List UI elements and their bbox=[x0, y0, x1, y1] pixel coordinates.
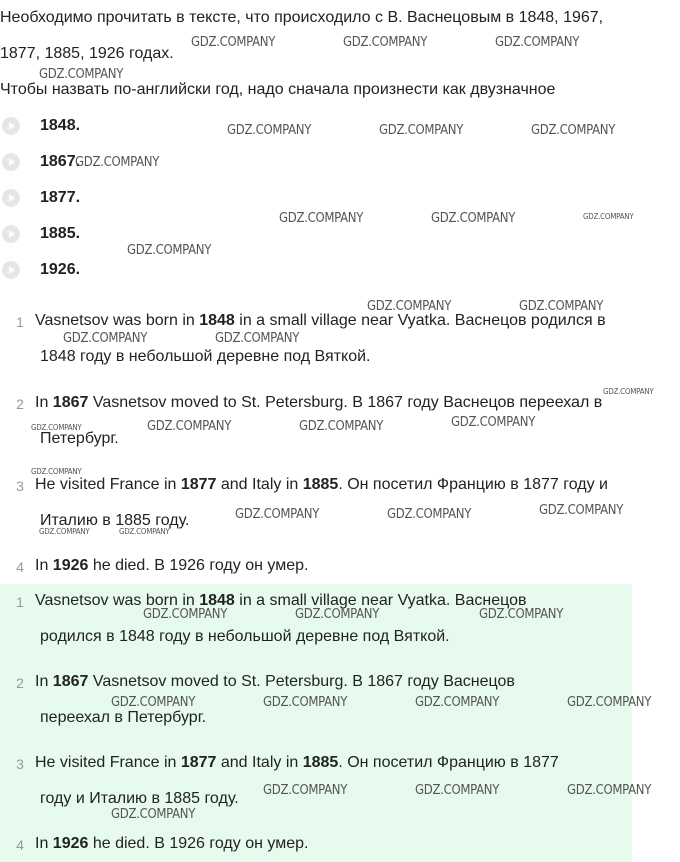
intro-line-2: 1877, 1885, 1926 годах. bbox=[0, 45, 174, 62]
watermark: GDZ.COMPANY bbox=[263, 695, 348, 710]
watermark: GDZ.COMPANY bbox=[31, 423, 82, 432]
item-line-1: He visited France in 1877 and Italy in 1885. Он посетил Францию в 1877 году и bbox=[35, 476, 608, 493]
watermark: GDZ.COMPANY bbox=[343, 35, 428, 50]
item-line-1: Vasnetsov was born in 1848 in a small village near Vyatka. Васнецов родился в bbox=[35, 312, 606, 329]
watermark: GDZ.COMPANY bbox=[31, 467, 82, 476]
watermark: GDZ.COMPANY bbox=[111, 695, 196, 710]
watermark: GDZ.COMPANY bbox=[63, 331, 148, 346]
play-icon[interactable] bbox=[2, 189, 20, 207]
watermark: GDZ.COMPANY bbox=[367, 299, 452, 314]
item-number: 2 bbox=[16, 675, 24, 691]
watermark: GDZ.COMPANY bbox=[387, 507, 472, 522]
intro-line-3: Чтобы назвать по-английски год, надо сначала произнести как двузначное bbox=[0, 81, 556, 98]
watermark: GDZ.COMPANY bbox=[147, 419, 232, 434]
watermark: GDZ.COMPANY bbox=[279, 211, 364, 226]
item-number: 3 bbox=[16, 756, 24, 772]
watermark: GDZ.COMPANY bbox=[379, 123, 464, 138]
item-line-1: Vasnetsov was born in 1848 in a small village near Vyatka. Васнецов bbox=[35, 592, 527, 609]
year-label: 1885. bbox=[40, 225, 81, 242]
item-line-1: In 1867 Vasnetsov moved to St. Petersburg. В 1867 году Васнецов bbox=[35, 673, 515, 690]
watermark: GDZ.COMPANY bbox=[415, 783, 500, 798]
item-number: 2 bbox=[16, 396, 24, 412]
year-row-1848 bbox=[0, 114, 81, 138]
watermark: GDZ.COMPANY bbox=[567, 695, 652, 710]
watermark: GDZ.COMPANY bbox=[263, 783, 348, 798]
item-line-2: Италию в 1885 году. bbox=[40, 512, 190, 529]
year-label: 1867. bbox=[40, 153, 81, 170]
watermark: GDZ.COMPANY bbox=[295, 607, 380, 622]
item-number: 3 bbox=[16, 478, 24, 494]
item-number: 1 bbox=[16, 314, 24, 330]
watermark: GDZ.COMPANY bbox=[39, 67, 124, 82]
item-line-1: In 1926 he died. В 1926 году он умер. bbox=[35, 835, 309, 852]
watermark: GDZ.COMPANY bbox=[519, 299, 604, 314]
item-line-2: Петербург. bbox=[40, 430, 119, 447]
watermark: GDZ.COMPANY bbox=[531, 123, 616, 138]
watermark: GDZ.COMPANY bbox=[235, 507, 320, 522]
item-line-2: родился в 1848 году в небольшой деревне под Вяткой. bbox=[40, 628, 450, 645]
watermark: GDZ.COMPANY bbox=[227, 123, 312, 138]
watermark: GDZ.COMPANY bbox=[583, 212, 634, 221]
year-label: 1848. bbox=[40, 117, 81, 134]
item-line-2: году и Италию в 1885 году. bbox=[40, 790, 239, 807]
watermark: GDZ.COMPANY bbox=[191, 35, 276, 50]
watermark: GDZ.COMPANY bbox=[215, 331, 300, 346]
intro-line-1: Необходимо прочитать в тексте, что происходило с В. Васнецовым в 1848, 1967, bbox=[0, 9, 604, 26]
play-icon[interactable] bbox=[2, 117, 20, 135]
item-line-1: He visited France in 1877 and Italy in 1885. Он посетил Францию в 1877 bbox=[35, 754, 559, 771]
item-line-2: 1848 году в небольшой деревне под Вяткой. bbox=[40, 348, 371, 365]
year-label: 1926. bbox=[40, 261, 81, 278]
watermark: GDZ.COMPANY bbox=[539, 503, 624, 518]
play-icon[interactable] bbox=[2, 225, 20, 243]
watermark: GDZ.COMPANY bbox=[299, 419, 384, 434]
watermark: GDZ.COMPANY bbox=[431, 211, 516, 226]
watermark: GDZ.COMPANY bbox=[451, 415, 536, 430]
year-row-1885 bbox=[0, 222, 81, 246]
watermark: GDZ.COMPANY bbox=[567, 783, 652, 798]
item-number: 4 bbox=[16, 837, 24, 853]
item-line-2: переехал в Петербург. bbox=[40, 709, 207, 726]
year-row-1926 bbox=[0, 258, 81, 282]
watermark: GDZ.COMPANY bbox=[415, 695, 500, 710]
watermark: GDZ.COMPANY bbox=[495, 35, 580, 50]
watermark: GDZ.COMPANY bbox=[143, 607, 228, 622]
year-label: 1877. bbox=[40, 189, 81, 206]
item-line-1: In 1867 Vasnetsov moved to St. Petersburg. В 1867 году Васнецов переехал в bbox=[35, 394, 603, 411]
play-icon[interactable] bbox=[2, 153, 20, 171]
item-number: 1 bbox=[16, 594, 24, 610]
watermark: GDZ.COMPANY bbox=[75, 155, 160, 170]
item-number: 4 bbox=[16, 559, 24, 575]
watermark: GDZ.COMPANY bbox=[39, 527, 90, 536]
watermark: GDZ.COMPANY bbox=[603, 387, 654, 396]
year-row-1867 bbox=[0, 150, 81, 174]
watermark: GDZ.COMPANY bbox=[111, 807, 196, 822]
play-icon[interactable] bbox=[2, 261, 20, 279]
watermark: GDZ.COMPANY bbox=[127, 243, 212, 258]
item-line-1: In 1926 he died. В 1926 году он умер. bbox=[35, 557, 309, 574]
watermark: GDZ.COMPANY bbox=[119, 527, 170, 536]
watermark: GDZ.COMPANY bbox=[479, 607, 564, 622]
year-row-1877 bbox=[0, 186, 81, 210]
